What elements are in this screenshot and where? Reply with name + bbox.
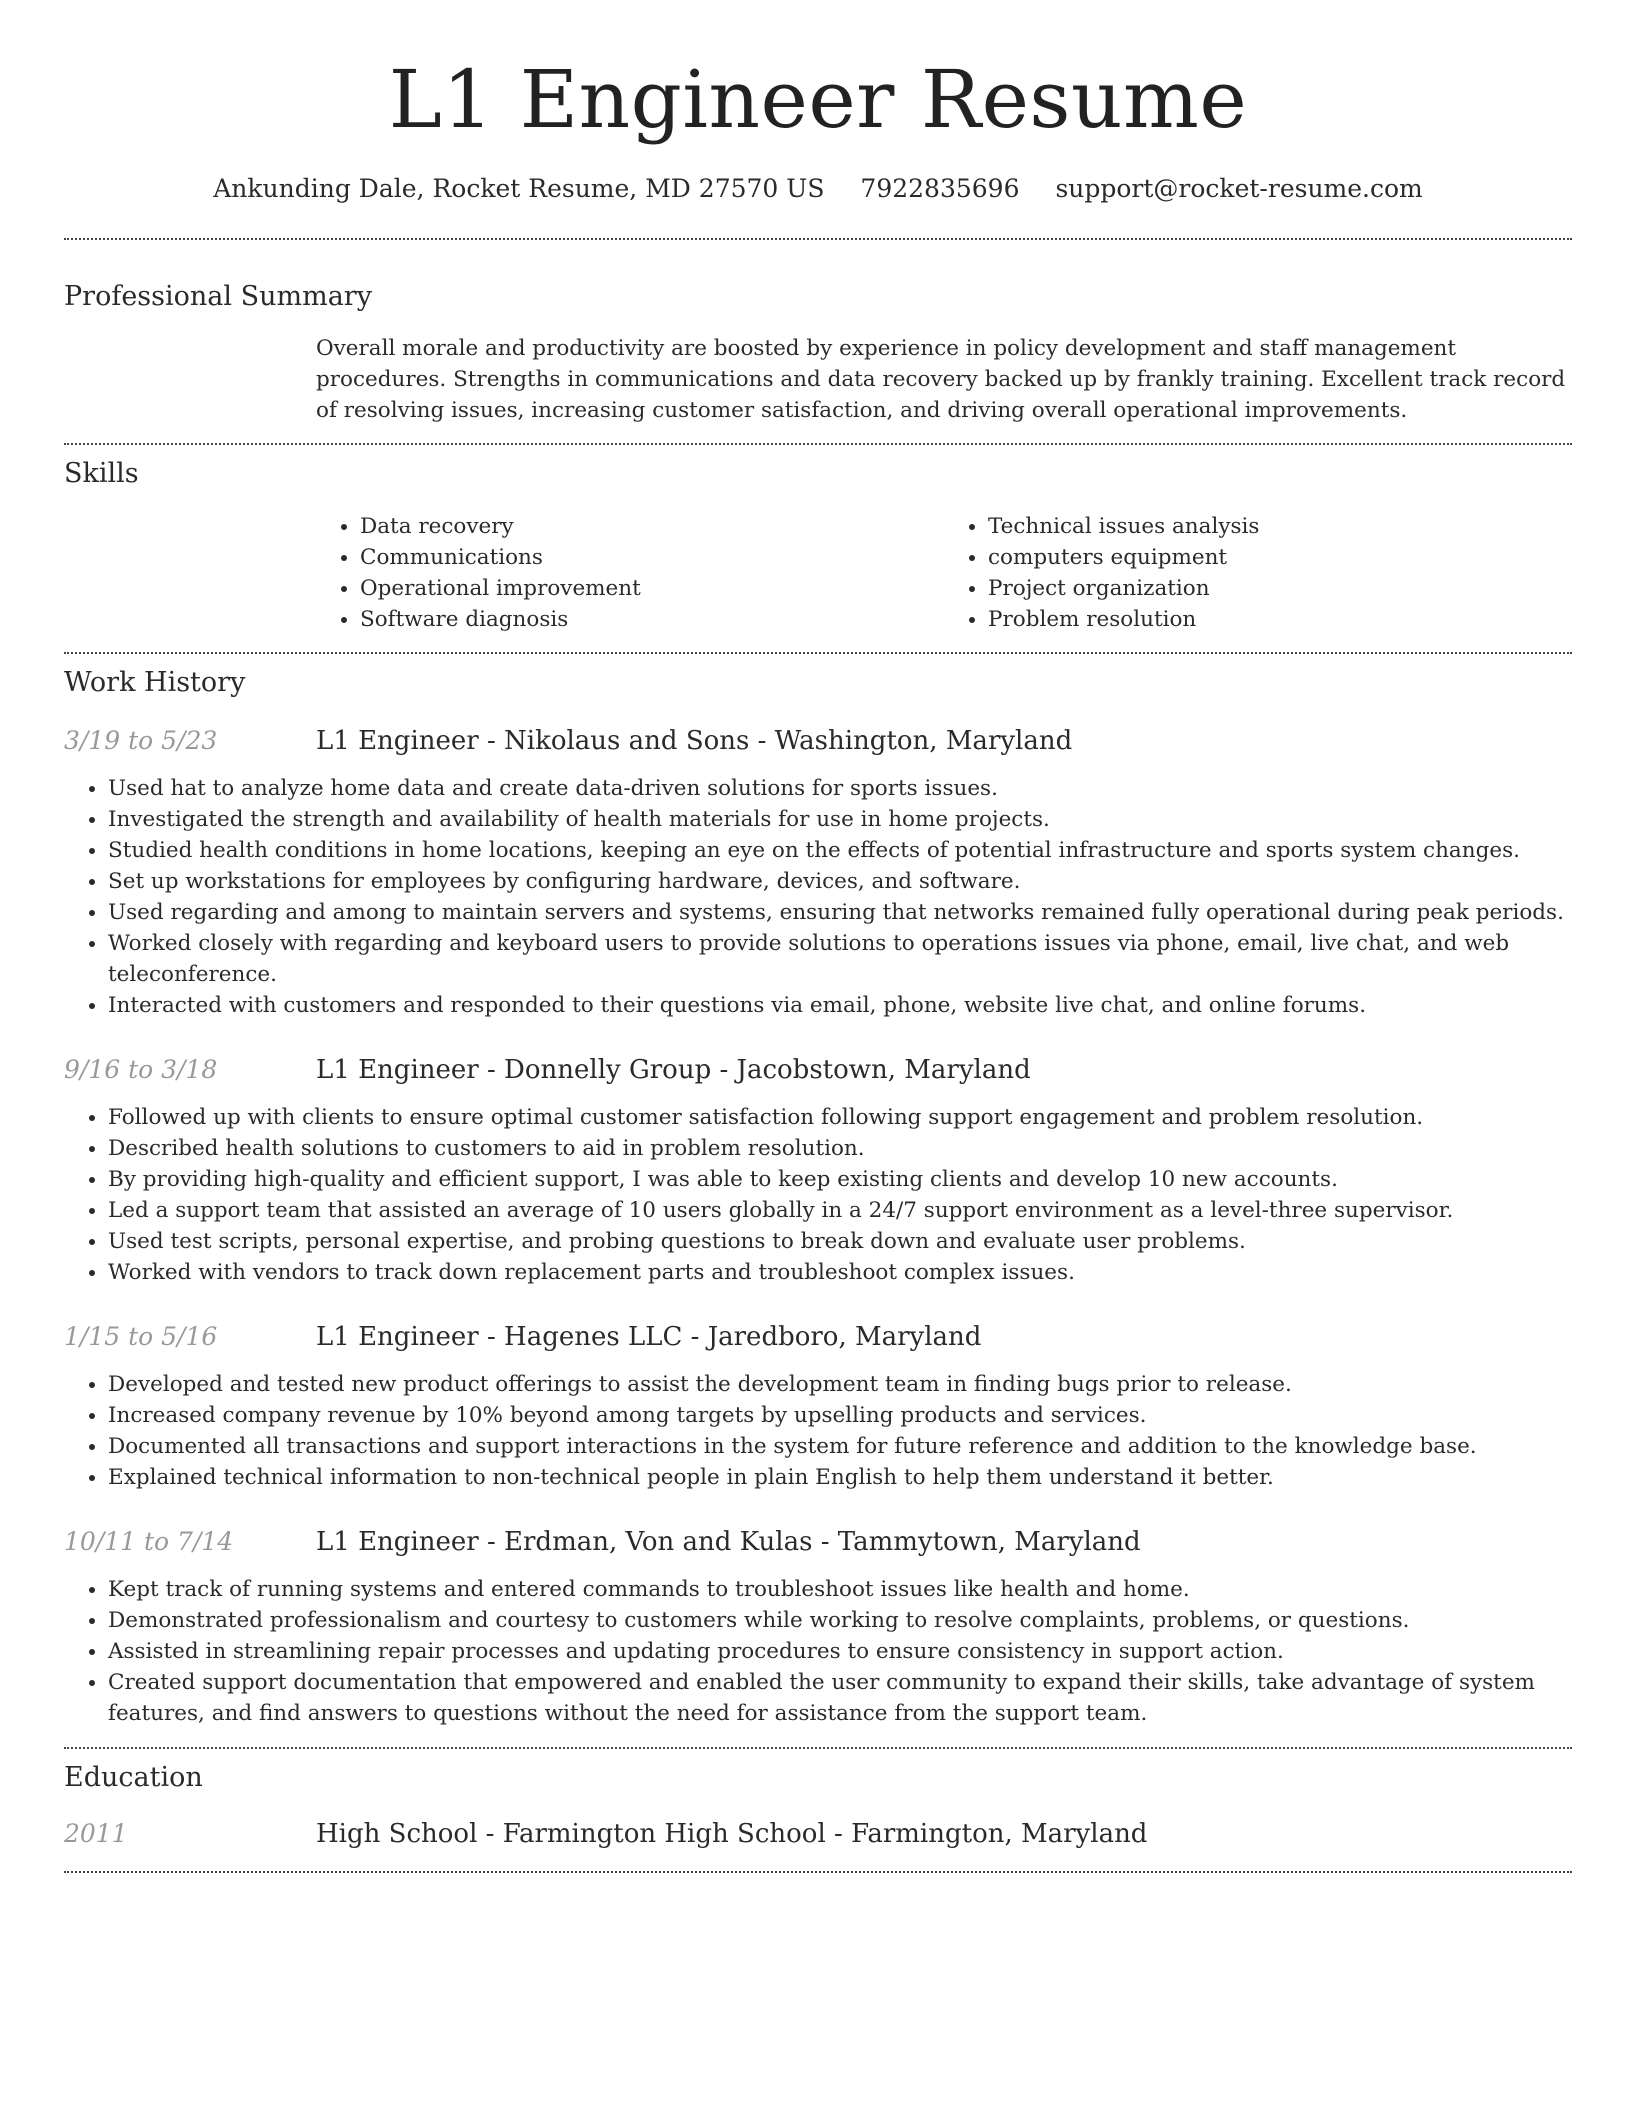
job-bullets: [64, 773, 1572, 1021]
contact-phone: 7922835696: [860, 174, 1020, 203]
resume-page: [64, 0, 1572, 1873]
job-header: [64, 1320, 1572, 1354]
job-bullets: [64, 1369, 1572, 1493]
skill-item: • Technical issues analysis: [988, 511, 1572, 542]
job-bullet: • Studied health conditions in home locations, keeping an eye on the effects of potential infrastructure and sports system changes.: [108, 835, 1572, 866]
job-bullet: • Kept track of running systems and entered commands to troubleshoot issues like health and home.: [108, 1574, 1572, 1605]
skills-list: [316, 511, 1572, 635]
skill-item: • Software diagnosis: [360, 604, 944, 635]
divider: [64, 652, 1572, 654]
divider: [64, 1747, 1572, 1749]
job-bullet: • Interacted with customers and responded to their questions via email, phone, website live chat, and online forums.: [108, 990, 1572, 1021]
job-bullets: [64, 1102, 1572, 1288]
job-header: [64, 1525, 1572, 1559]
job-entry: [64, 724, 1572, 1021]
job-bullet: • Created support documentation that empowered and enabled the user community to expand their skills, take advantage of system features, and find answers to questions without the need for assistance from the support team.: [108, 1667, 1572, 1729]
divider: [64, 238, 1572, 240]
summary-text: Overall morale and productivity are boosted by experience in policy development and staff management procedures. Strengths in communications and data recovery backed up by frankly training. Excellent track record of resolving issues, increasing customer satisfaction, and driving overall operational improvements.: [316, 336, 1566, 423]
job-bullet: • By providing high-quality and efficient support, I was able to keep existing clients and develop 10 new accounts.: [108, 1164, 1572, 1195]
skill-item: • Communications: [360, 542, 944, 573]
contact-line: [64, 172, 1572, 206]
job-title: L1 Engineer - Erdman, Von and Kulas - Tammytown, Maryland: [316, 1527, 1141, 1557]
skills-column-right: [944, 511, 1572, 635]
education-heading: Education: [64, 1762, 203, 1793]
skill-item: • Project organization: [988, 573, 1572, 604]
job-dates: 1/15 to 5/16: [64, 1322, 218, 1351]
job-bullet: • Worked with vendors to track down replacement parts and troubleshoot complex issues.: [108, 1257, 1572, 1288]
job-bullet: • Documented all transactions and support interactions in the system for future reference and addition to the knowledge base.: [108, 1431, 1572, 1462]
contact-email: support@rocket-resume.com: [1055, 174, 1423, 203]
job-dates: 3/19 to 5/23: [64, 726, 218, 755]
summary-heading: Professional Summary: [64, 281, 372, 312]
job-entry: [64, 1525, 1572, 1729]
job-bullet: • Used hat to analyze home data and create data-driven solutions for sports issues.: [108, 773, 1572, 804]
education-year: 2011: [64, 1819, 128, 1848]
job-bullet: • Assisted in streamlining repair processes and updating procedures to ensure consistency in support action.: [108, 1636, 1572, 1667]
contact-address: Ankunding Dale, Rocket Resume, MD 27570 US: [213, 174, 825, 203]
job-title: L1 Engineer - Donnelly Group - Jacobstown, Maryland: [316, 1055, 1031, 1085]
job-bullet: • Used regarding and among to maintain servers and systems, ensuring that networks remained fully operational during peak periods.: [108, 897, 1572, 928]
skills-column-left: [316, 511, 944, 635]
job-bullet: • Used test scripts, personal expertise, and probing questions to break down and evaluate user problems.: [108, 1226, 1572, 1257]
skill-item: • computers equipment: [988, 542, 1572, 573]
job-header: [64, 1053, 1572, 1087]
job-entry: [64, 1320, 1572, 1493]
job-bullet: • Described health solutions to customers to aid in problem resolution.: [108, 1133, 1572, 1164]
skill-item: • Problem resolution: [988, 604, 1572, 635]
job-title: L1 Engineer - Hagenes LLC - Jaredboro, Maryland: [316, 1322, 982, 1352]
job-bullet: • Led a support team that assisted an average of 10 users globally in a 24/7 support environment as a level-three supervisor.: [108, 1195, 1572, 1226]
job-dates: 9/16 to 3/18: [64, 1055, 218, 1084]
job-entry: [64, 1053, 1572, 1288]
job-bullet: • Developed and tested new product offerings to assist the development team in finding bugs prior to release.: [108, 1369, 1572, 1400]
divider: [64, 1871, 1572, 1873]
job-bullet: • Demonstrated professionalism and courtesy to customers while working to resolve complaints, problems, or questions.: [108, 1605, 1572, 1636]
education-entry: [64, 1817, 1572, 1851]
education-school: High School - Farmington High School - Farmington, Maryland: [316, 1819, 1148, 1849]
skills-heading: Skills: [64, 458, 139, 489]
job-bullet: • Increased company revenue by 10% beyond among targets by upselling products and services.: [108, 1400, 1572, 1431]
job-header: [64, 724, 1572, 758]
job-dates: 10/11 to 7/14: [64, 1527, 234, 1556]
skill-item: • Operational improvement: [360, 573, 944, 604]
job-title: L1 Engineer - Nikolaus and Sons - Washington, Maryland: [316, 726, 1073, 756]
job-bullet: • Investigated the strength and availability of health materials for use in home projects.: [108, 804, 1572, 835]
work-heading: Work History: [64, 667, 246, 698]
job-bullet: • Worked closely with regarding and keyboard users to provide solutions to operations issues via phone, email, live chat, and web teleconference.: [108, 928, 1572, 990]
job-bullet: • Explained technical information to non-technical people in plain English to help them understand it better.: [108, 1462, 1572, 1493]
skill-item: • Data recovery: [360, 511, 944, 542]
job-bullets: [64, 1574, 1572, 1729]
job-bullet: • Set up workstations for employees by configuring hardware, devices, and software.: [108, 866, 1572, 897]
divider: [64, 443, 1572, 445]
job-bullet: • Followed up with clients to ensure optimal customer satisfaction following support engagement and problem resolution.: [108, 1102, 1572, 1133]
resume-title: L1 Engineer Resume: [388, 53, 1248, 146]
